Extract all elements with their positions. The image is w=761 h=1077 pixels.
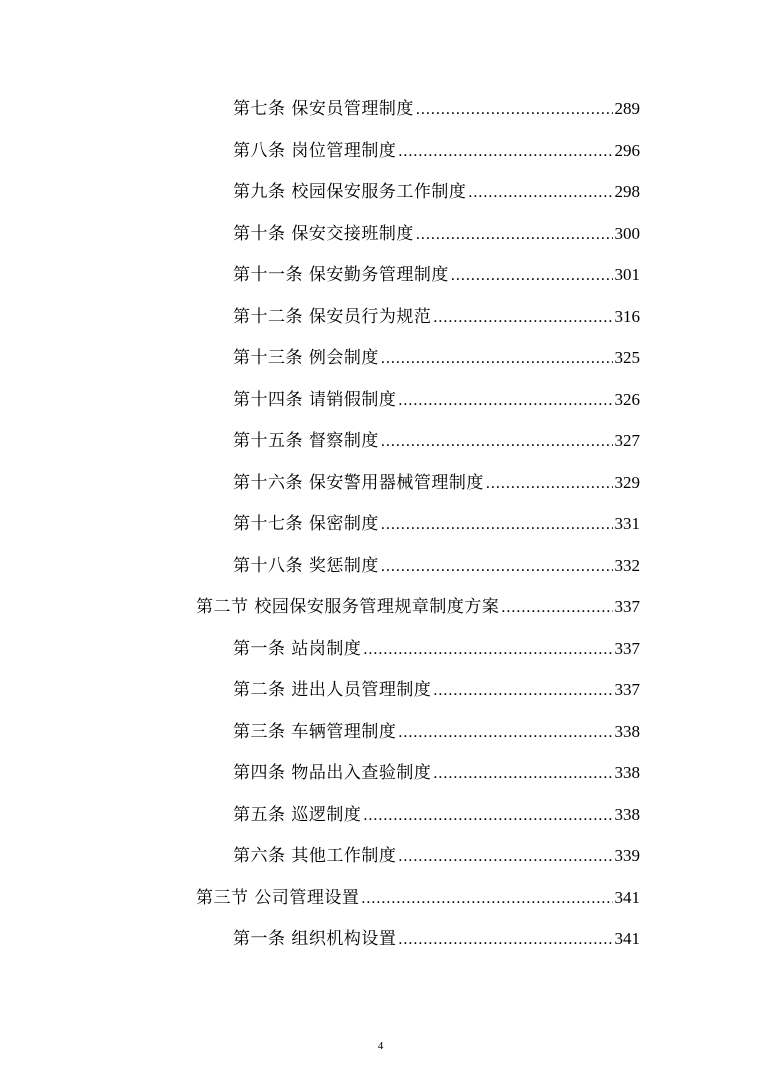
toc-entry[interactable] [233,302,640,332]
toc-entry-page: 337 [614,639,640,658]
toc-entry-title: 第十八条 奖惩制度 [233,556,379,576]
toc-entry-page: 326 [614,390,640,409]
toc-leader-dots [486,469,613,499]
toc-entry-title: 第十六条 保安警用器械管理制度 [233,473,484,493]
toc-entry-title: 第十二条 保安员行为规范 [233,307,432,327]
toc-entry-page: 296 [614,141,640,160]
toc-leader-dots [398,925,612,955]
toc-entry-title: 第六条 其他工作制度 [233,846,397,866]
toc-entry[interactable] [233,634,640,664]
toc-leader-dots [381,552,613,582]
toc-entry[interactable] [233,758,640,788]
toc-leader-dots [433,676,612,706]
toc-entry[interactable] [233,675,640,705]
toc-entry[interactable] [233,924,640,954]
toc-entry[interactable] [233,94,640,124]
toc-entry[interactable] [233,841,640,871]
toc-entry[interactable] [233,468,640,498]
toc-entry-page: 316 [614,307,640,326]
toc-entry[interactable] [233,385,640,415]
toc-entry-page: 332 [614,556,640,575]
toc-entry-title: 第四条 物品出入查验制度 [233,763,432,783]
toc-entry-page: 300 [614,224,640,243]
toc-leader-dots [361,884,612,914]
toc-leader-dots [398,718,612,748]
toc-leader-dots [398,137,612,167]
toc-entry-title: 第十三条 例会制度 [233,348,379,368]
toc-leader-dots [381,510,613,540]
toc-entry-page: 331 [614,514,640,533]
toc-entry-title: 第三条 车辆管理制度 [233,722,397,742]
toc-entry-page: 298 [614,182,640,201]
toc-entry[interactable] [233,800,640,830]
toc-leader-dots [398,842,612,872]
toc-entry[interactable] [233,509,640,539]
toc-section-page: 337 [614,597,640,616]
toc-entry[interactable] [233,177,640,207]
toc-entry-page: 327 [614,431,640,450]
toc-leader-dots [433,759,612,789]
toc-entry[interactable] [233,717,640,747]
toc-section-page: 341 [614,888,640,907]
toc-entry-title: 第一条 组织机构设置 [233,929,397,949]
toc-section-entry[interactable] [196,883,640,913]
toc-entry[interactable] [233,136,640,166]
toc-entry[interactable] [233,426,640,456]
toc-leader-dots [416,95,613,125]
toc-leader-dots [381,344,613,374]
toc-entry-title: 第七条 保安员管理制度 [233,99,414,119]
toc-leader-dots [501,593,612,623]
toc-leader-dots [416,220,613,250]
toc-leader-dots [433,303,612,333]
toc-entry-title: 第十条 保安交接班制度 [233,224,414,244]
toc-leader-dots [363,635,612,665]
toc-entry[interactable] [233,551,640,581]
toc-entry-page: 339 [614,846,640,865]
toc-entry-page: 341 [614,929,640,948]
toc-section-title: 第二节 校园保安服务管理规章制度方案 [196,597,500,617]
toc-entry-page: 337 [614,680,640,699]
toc-leader-dots [468,178,612,208]
toc-entry[interactable] [233,343,640,373]
toc-entry-title: 第五条 巡逻制度 [233,805,362,825]
toc-entry-title: 第十五条 督察制度 [233,431,379,451]
toc-entry-title: 第十一条 保安勤务管理制度 [233,265,449,285]
toc-entry-title: 第九条 校园保安服务工作制度 [233,182,467,202]
toc-entry-title: 第八条 岗位管理制度 [233,141,397,161]
toc-entry-page: 338 [614,805,640,824]
toc-entry-page: 338 [614,722,640,741]
toc-leader-dots [381,427,613,457]
toc-entry[interactable] [233,260,640,290]
toc-entry-page: 301 [614,265,640,284]
toc-entry-page: 338 [614,763,640,782]
toc-entry-page: 289 [614,99,640,118]
toc-entry-page: 329 [614,473,640,492]
toc-leader-dots [363,801,612,831]
toc-section-entry[interactable] [196,592,640,622]
toc-section-title: 第三节 公司管理设置 [196,888,360,908]
toc-entry[interactable] [233,219,640,249]
toc-entry-title: 第二条 进出人员管理制度 [233,680,432,700]
page-number: 4 [377,1040,384,1052]
toc-leader-dots [451,261,613,291]
toc-entry-title: 第一条 站岗制度 [233,639,362,659]
toc-entry-title: 第十七条 保密制度 [233,514,379,534]
toc-entry-page: 325 [614,348,640,367]
toc-entry-title: 第十四条 请销假制度 [233,390,397,410]
toc-leader-dots [398,386,612,416]
